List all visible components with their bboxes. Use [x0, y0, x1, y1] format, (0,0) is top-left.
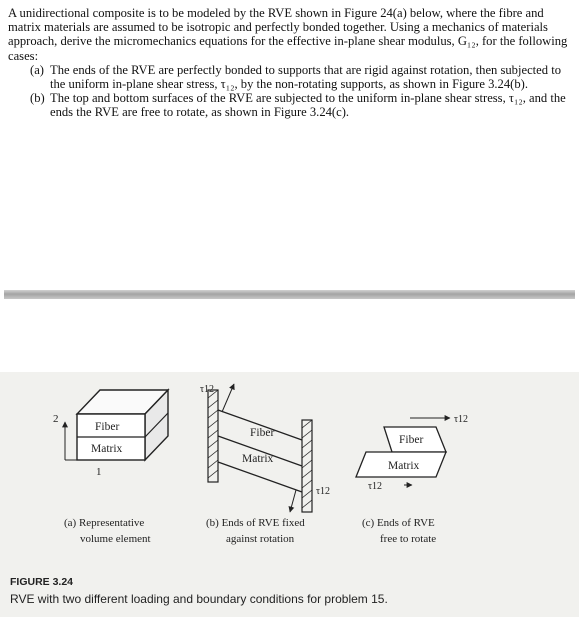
panel-c-caption-2: free to rotate	[380, 533, 437, 545]
part-a	[8, 63, 573, 91]
figure-caption: RVE with two different loading and boundary conditions for problem 15.	[10, 592, 388, 606]
tau-bottom-label-b: τ12	[316, 486, 331, 497]
part-b-text: The top and bottom surfaces of the RVE are subjected to the uniform in-plane shear stress, τ₁₂, and the ends the RVE are free to rotate, as shown in Figure 3.24(c).	[50, 91, 566, 120]
figure-title: FIGURE 3.24	[10, 576, 74, 588]
problem-statement	[8, 6, 573, 120]
tau-top-label-c: τ12	[454, 414, 469, 425]
part-a-text: The ends of the RVE are perfectly bonded to supports that are rigid against rotation, then subjected to the uniform in-plane shear stress, τ₁₂, by the non-rotating supports, as shown in Figure 3.24(b).	[50, 62, 561, 92]
left-support-hatch	[208, 390, 218, 478]
part-a-label: (a)	[30, 62, 44, 77]
panel-b-caption-1: (b) Ends of RVE fixed	[206, 517, 305, 529]
figure-3-24	[0, 372, 579, 617]
panel-a-rve	[53, 390, 168, 478]
panel-b-fixed-ends	[200, 384, 330, 512]
axis-2-label: 2	[53, 413, 59, 425]
panel-a-caption-1: (a) Representative	[64, 517, 145, 529]
panel-b-fiber-label: Fiber	[250, 427, 275, 439]
panel-a-caption-2: volume element	[80, 533, 151, 545]
problem-intro: A unidirectional composite is to be modeled by the RVE shown in Figure 24(a) below, where the fibre and matrix materials are assumed to be isotropic and perfectly bonded together. Using a mechanics of materials approach, derive the micromechanics equations for the effective in-plane shear modulus, G₁₂, for the following cases:	[8, 6, 568, 63]
tau-top-arrow-b	[222, 384, 234, 412]
part-b	[8, 91, 573, 119]
panel-c-free-ends	[356, 414, 468, 492]
part-b-label: (b)	[30, 91, 45, 106]
panel-c-caption-1: (c) Ends of RVE	[362, 517, 435, 529]
panel-b-caption-2: against rotation	[226, 533, 295, 545]
figure-drawing	[0, 372, 579, 617]
panel-c-matrix-label: Matrix	[388, 460, 420, 472]
panel-b-matrix-label: Matrix	[242, 453, 274, 465]
axis-1-label: 1	[96, 466, 102, 478]
tau-top-label-b: τ12	[200, 384, 215, 395]
right-support-hatch	[302, 420, 312, 508]
tau-bottom-arrow-b	[290, 490, 296, 512]
panel-a-fiber-label: Fiber	[95, 421, 120, 433]
panel-c-fiber-label: Fiber	[399, 434, 424, 446]
rve-b-bottom	[218, 462, 302, 492]
panel-a-matrix-label: Matrix	[91, 443, 123, 455]
tau-bottom-label-c: τ12	[368, 481, 383, 492]
section-divider	[4, 290, 575, 299]
